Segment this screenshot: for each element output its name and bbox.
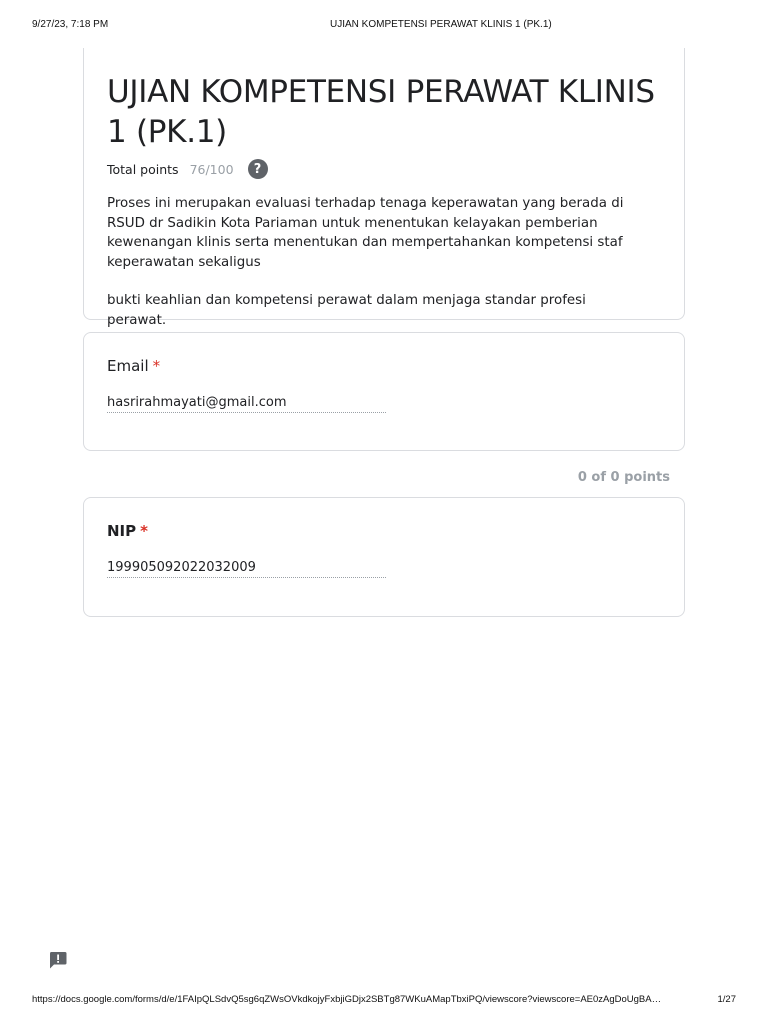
- section-points: 0 of 0 points: [577, 470, 670, 485]
- required-marker: *: [152, 357, 161, 375]
- description-paragraph: bukti keahlian dan kompetensi perawat dalam menjaga standar profesi perawat.: [107, 293, 586, 328]
- nip-answer: 199905092022032009: [107, 560, 386, 578]
- nip-label-text: NIP: [107, 522, 137, 540]
- required-marker: *: [140, 522, 148, 540]
- form-title: UJIAN KOMPETENSI PERAWAT KLINIS 1 (PK.1): [107, 74, 655, 150]
- email-label-text: Email: [107, 357, 149, 375]
- nip-question-card: [83, 497, 685, 617]
- email-question-card: [83, 332, 685, 451]
- print-datetime: 9/27/23, 7:18 PM: [32, 19, 109, 30]
- form-description: [107, 194, 647, 330]
- report-feedback-icon[interactable]: [48, 950, 68, 970]
- nip-question-label: [107, 522, 148, 540]
- print-page-number: 1/27: [717, 994, 736, 1005]
- print-document-title: UJIAN KOMPETENSI PERAWAT KLINIS 1 (PK.1): [330, 19, 552, 30]
- total-points-row: [107, 158, 268, 180]
- description-paragraph: Proses ini merupakan evaluasi terhadap tenaga keperawatan yang berada di RSUD dr Sadikin Kota Pariaman untuk menentukan kelayakan pemberian kewenangan klinis serta menentukan dan mempertahankan kompetensi staf keperawatan sekaligus: [107, 196, 624, 270]
- email-question-label: [107, 357, 160, 375]
- print-url: https://docs.google.com/forms/d/e/1FAIpQLSdvQ5sg6qZWsOVkdkojyFxbjiGDjx2SBTg87WKuAMapTbxiPQ/viewscore?viewscore=AE0zAgDoUgBA…: [32, 994, 662, 1005]
- print-footer: [0, 994, 768, 1008]
- help-circle-icon[interactable]: ?: [248, 159, 268, 179]
- form-header-card: [83, 48, 685, 328]
- total-points-label: Total points: [107, 161, 179, 177]
- print-header: [0, 19, 768, 33]
- email-answer: hasrirahmayati@gmail.com: [107, 395, 386, 413]
- total-points-value: 76/100: [189, 161, 234, 177]
